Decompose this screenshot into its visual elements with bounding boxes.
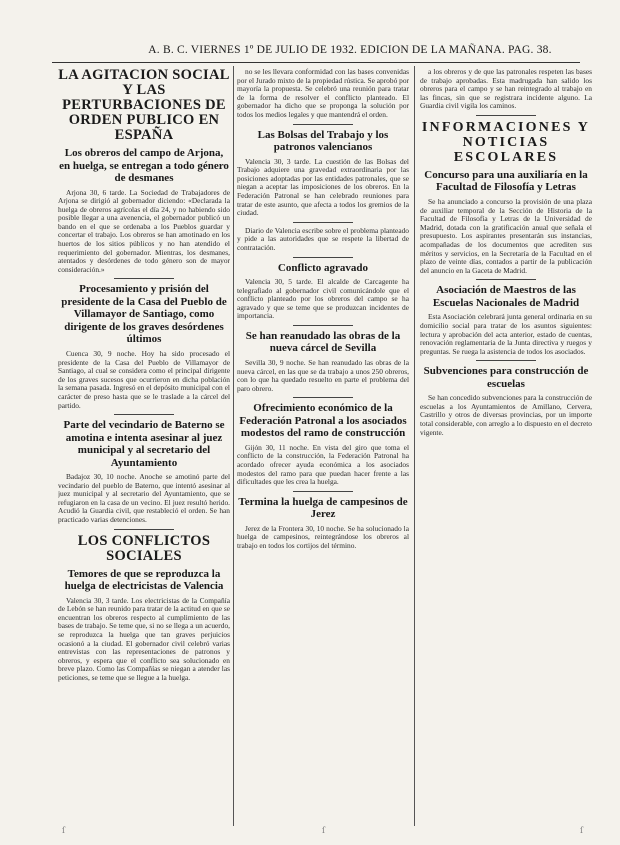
article-body: Badajoz 30, 10 noche. Anoche se amotinó parte del vecindario del pueblo de Baterno, que intentó asesinar al juez municipal y al secretario del Ayuntamiento, que se refugiaron en la casa de un vecino. El juez resultó herido. Acudió la Guardia civil, que restableció el orden. Se han practicado varias detenciones. [58,472,230,525]
article-body: Cuenca 30, 9 noche. Hoy ha sido procesado el presidente de la Casa del Pueblo de Villamayor de Santiago, al cual se considera como el principal dirigente de los graves sucesos que ocurrieron en dicha población la semana pasada. Ingresó en el depósito municipal con el carácter de preso hasta que se le traslade a la cárcel del partido. [58,348,230,410]
article-separator [114,278,174,279]
article-separator [293,491,353,492]
article-headline: Temores de que se reproduzca la huelga de electricistas de Valencia [64,567,224,593]
article-headline: Concurso para una auxiliaría en la Facultad de Filosofía y Letras [424,168,588,194]
article-body: a los obreros y de que las patronales respeten las bases de trabajo aprobadas. Esta madrugada han salido los obreros para el campo y se han reintegrado al trabajo en las fincas, sin que se registrara incidente alguno. La Guardia civil vigila los caminos. [420,68,592,111]
article-headline: Conflicto agravado [277,261,369,274]
article-separator [293,222,353,223]
section-title: LA AGITACION SOCIAL Y LAS PERTURBACIONES DE ORDEN PUBLICO EN ESPAÑA [58,68,230,143]
article-body: Valencia 30, 3 tarde. Los electricistas de la Compañía de Lebón se han reunido para tratar de la actitud en que se encuentran los obreros respecto al cumplimiento de las bases de trabajo. Se teme que, si no se llega a un acuerdo, se reproduzca la huelga que tan graves perjuicios ocasionó a la ciudad. El gobernador civil celebró varias entrevistas con las representaciones de patronos y obreros, y espera que el conflicto sea solucionado en breve plazo. Como las Compañías se niegan a atender las peticiones, se teme que se llegue a la huelga. [58,595,230,682]
article-body: Se han concedido subvenciones para la construcción de escuelas a los Ayuntamientos de Amillano, Cervera, Castrillo y otros de diversas provincias, por un importe total considerable, con arreglo a lo dispuesto en el decreto vigente. [420,393,592,437]
article-headline: Las Bolsas del Trabajo y los patronos valencianos [257,128,389,154]
article-separator [293,397,353,398]
article-separator [293,257,353,258]
section-title: INFORMACIONES Y NOTICIAS ESCOLARES [421,119,591,165]
article-headline: Asociación de Maestros de las Escuelas Nacionales de Madrid [432,284,580,309]
column-2 [237,68,409,828]
section-title: LOS CONFLICTOS SOCIALES [77,532,211,564]
article-body: Arjona 30, 6 tarde. La Sociedad de Trabajadores de Arjona se dirigió al gobernador diciendo: «Declarada la huelga de obreros agrícolas el día 24, y no habiendo sido posible llegar a una avenencia, el gobernador publicó un bando en el que se ordenaba a los Pueblos guardar y concertar el trabajo. Los obreros se han amotinado en los huertos de los sitios públicos y no han atendido el requerimiento del gobernador. Mientras, los desmanes, atentados y desórdenes de todo género son de mayor consideración.» [58,187,230,274]
article-headline: Ofrecimiento económico de la Federación Patronal a los asociados modestos del ramo de construcción [239,402,407,440]
article-separator [476,279,536,280]
article-separator [293,124,353,125]
column-rule-2 [414,66,415,826]
footer-mark-right: ſ [580,826,583,835]
top-rule [52,62,580,63]
article-body: Jerez de la Frontera 30, 10 noche. Se ha solucionado la huelga de campesinos, reintegrándose los obreros al trabajo en todos los cortijos del término. [237,523,409,550]
article-separator [293,325,353,326]
article-headline: Termina la huelga de campesinos de Jerez [238,495,408,521]
article-body: Valencia 30, 3 tarde. La cuestión de las Bolsas del Trabajo adquiere una gravedad extraordinaria por las posiciones adoptadas por las entidades patronales, que se niegan a aceptar las imposiciones de los obreros. En la Federación Patronal se han celebrado reuniones para tratar de este asunto, que afecta a todos los gremios de la ciudad. [237,156,409,218]
article-body: Esta Asociación celebrará junta general ordinaria en su domicilio social para tratar de los asuntos siguientes: lectura y aprobación del acta anterior, estado de cuentas, renovación reglamentaria de la Junta directiva y ruegos y preguntas. Se ruega la asistencia de todos los asociados. [420,312,592,356]
footer-mark-left: ſ [62,826,65,835]
article-headline: Parte del vecindario de Baterno se amotina e intenta asesinar al juez municipal y al secretario del Ayuntamiento [63,419,225,469]
article-headline: Procesamiento y prisión del presidente de la Casa del Pueblo de Villamayor de Santiago, como dirigente de los graves desórdenes últimos [61,283,227,346]
article-headline: Se han reanudado las obras de la nueva cárcel de Sevilla [245,329,401,355]
article-headline: Los obreros del campo de Arjona, en huelga, se entregan a todo género de desmanes [59,147,229,184]
column-3 [420,68,592,828]
article-separator [476,360,536,361]
footer-mark-center: ſ [322,826,325,835]
article-separator [114,529,174,530]
article-separator [114,414,174,415]
column-1 [58,68,230,828]
masthead: A. B. C. VIERNES 1º DE JULIO DE 1932. EDICION DE LA MAÑANA. PAG. 38. [148,44,552,56]
article-headline: Subvenciones para construcción de escuelas [423,365,589,390]
article-body: no se les llevara conformidad con las bases convenidas por el Jurado mixto de la propiedad rústica. Se aprobó por mayoría la propuesta. Se celebró una reunión para tratar de la forma de resolver el conflicto planteado. El gobernador ha dicho que se proponga la solución por todos los medios legales y que mantendrá el orden. [237,68,409,119]
article-body: Valencia 30, 5 tarde. El alcalde de Carcagente ha telegrafiado al gobernador civil comunicándole que el conflicto planteado por los obreros del campo se ha agravado y que se teme que se produzcan incidentes de importancia. [237,277,409,321]
article-body: Gijón 30, 11 noche. En vista del giro que toma el conflicto de la construcción, la Federación Patronal ha acordado ofrecer ayuda económica a los asociados modestos del ramo para que puedan hacer frente a las dificultades que les crea la huelga. [237,442,409,487]
article-body: Se ha anunciado a concurso la provisión de una plaza de auxiliar temporal de la Sección de Historia de la Facultad de Filosofía y Letras de la Universidad de Madrid, dotada con la gratificación anual que señala el presupuesto. Los aspirantes presentarán sus instancias, acompañadas de los documentos que acrediten sus méritos y servicios, en la Secretaría de la Facultad en el plazo de veinte días, contados a partir de la publicación del anuncio en la Gaceta de Madrid. [420,196,592,275]
article-body: Diario de Valencia escribe sobre el problema planteado y pide a las autoridades que se respete la libertad de contratación. [237,225,409,252]
article-separator [476,115,536,116]
article-body: Sevilla 30, 9 noche. Se han reanudado las obras de la nueva cárcel, en las que se da trabajo a unos 250 obreros, con lo que ha quedado resuelto en parte el problema del paro obrero. [237,357,409,393]
column-rule-1 [233,66,234,826]
